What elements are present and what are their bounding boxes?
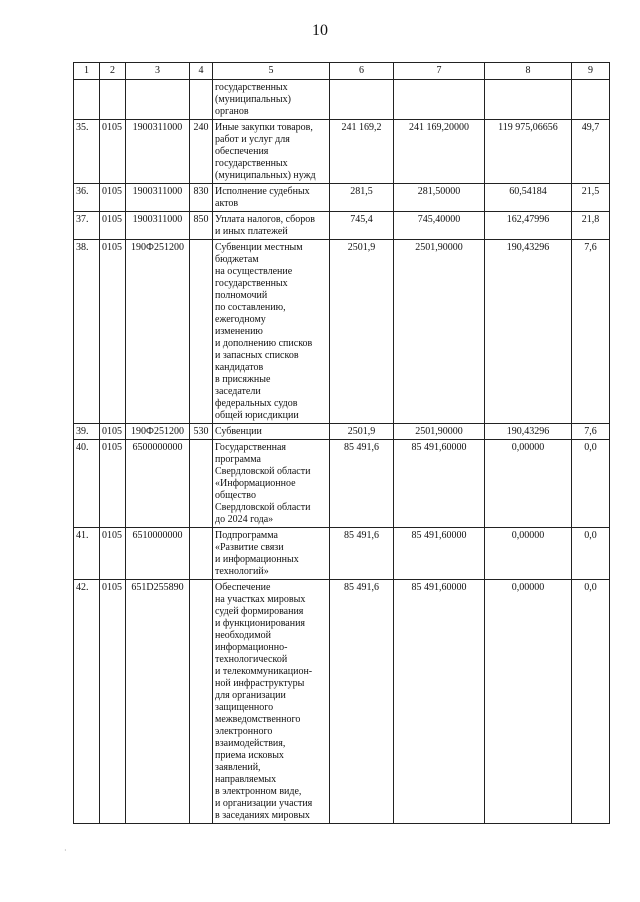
plan-value: 281,5: [330, 184, 394, 212]
plan-value-full: 2501,90000: [394, 240, 485, 424]
item-name-line: (муниципальных): [215, 94, 291, 105]
executed-value: 60,54184: [485, 184, 572, 212]
item-name: [213, 424, 330, 440]
item-name-line: государственных: [215, 82, 288, 93]
item-name-line: «Информационное: [215, 478, 296, 489]
plan-value: 85 491,6: [330, 580, 394, 824]
percent-value: [572, 80, 610, 120]
margin-mark: ·: [64, 846, 67, 855]
item-name-line: «Развитие связи: [215, 542, 284, 553]
item-name-line: ежегодному: [215, 314, 266, 325]
item-name-line: технологической: [215, 654, 288, 665]
table-row: [74, 184, 610, 212]
item-name: [213, 120, 330, 184]
item-name: [213, 240, 330, 424]
row-number: 37.: [74, 212, 100, 240]
item-name-line: работ и услуг для: [215, 134, 290, 145]
item-name-line: кандидатов: [215, 362, 264, 373]
target-code: 6510000000: [126, 528, 190, 580]
item-name-line: направляемых: [215, 774, 277, 785]
expense-type: 530: [190, 424, 213, 440]
table-row: [74, 424, 610, 440]
table-row: [74, 240, 610, 424]
item-name-line: и иных платежей: [215, 226, 288, 237]
row-number: 42.: [74, 580, 100, 824]
executed-value: 119 975,06656: [485, 120, 572, 184]
plan-value-full: 241 169,20000: [394, 120, 485, 184]
item-name-line: обеспечения: [215, 146, 269, 157]
item-name-line: по составлению,: [215, 302, 286, 313]
item-name-line: в электронном виде,: [215, 786, 302, 797]
item-name-line: федеральных судов: [215, 398, 298, 409]
item-name-line: бюджетам: [215, 254, 259, 265]
item-name-line: Свердловской области: [215, 502, 311, 513]
row-number: 39.: [74, 424, 100, 440]
table-row: [74, 440, 610, 528]
executed-value: 0,00000: [485, 528, 572, 580]
item-name-line: в присяжные: [215, 374, 271, 385]
row-number: 40.: [74, 440, 100, 528]
header-cell: 3: [126, 63, 190, 80]
expense-type: [190, 528, 213, 580]
plan-value: 2501,9: [330, 240, 394, 424]
expense-type: 830: [190, 184, 213, 212]
section-code: 0105: [100, 424, 126, 440]
item-name-line: до 2024 года»: [215, 514, 274, 525]
plan-value-full: [394, 80, 485, 120]
table-header-row: [74, 63, 610, 80]
header-cell: 8: [485, 63, 572, 80]
expense-type: [190, 440, 213, 528]
item-name-line: в заседаниях мировых: [215, 810, 310, 821]
plan-value-full: 85 491,60000: [394, 440, 485, 528]
item-name: [213, 212, 330, 240]
item-name: [213, 580, 330, 824]
plan-value-full: 85 491,60000: [394, 528, 485, 580]
plan-value: 745,4: [330, 212, 394, 240]
expense-type: [190, 80, 213, 120]
section-code: 0105: [100, 580, 126, 824]
table-row: [74, 212, 610, 240]
executed-value: 0,00000: [485, 580, 572, 824]
target-code: 190Ф251200: [126, 240, 190, 424]
header-cell: 4: [190, 63, 213, 80]
item-name-line: полномочий: [215, 290, 268, 301]
item-name: [213, 80, 330, 120]
budget-table: [73, 62, 610, 824]
row-number: 41.: [74, 528, 100, 580]
plan-value-full: 2501,90000: [394, 424, 485, 440]
item-name-line: технологий»: [215, 566, 269, 577]
percent-value: 0,0: [572, 528, 610, 580]
section-code: 0105: [100, 212, 126, 240]
item-name-line: Субвенции: [215, 426, 262, 437]
item-name-line: электронного: [215, 726, 273, 737]
item-name-line: Обеспечение: [215, 582, 271, 593]
header-cell: 2: [100, 63, 126, 80]
item-name-line: государственных: [215, 278, 288, 289]
item-name-line: информационно-: [215, 642, 288, 653]
header-cell: 9: [572, 63, 610, 80]
executed-value: 190,43296: [485, 424, 572, 440]
executed-value: 162,47996: [485, 212, 572, 240]
item-name-line: органов: [215, 106, 249, 117]
plan-value: 241 169,2: [330, 120, 394, 184]
row-number: 36.: [74, 184, 100, 212]
section-code: 0105: [100, 120, 126, 184]
table-row: [74, 580, 610, 824]
header-cell: 1: [74, 63, 100, 80]
item-name-line: Исполнение судебных: [215, 186, 310, 197]
percent-value: 7,6: [572, 424, 610, 440]
item-name-line: заседатели: [215, 386, 261, 397]
section-code: 0105: [100, 184, 126, 212]
header-cell: 6: [330, 63, 394, 80]
plan-value: 2501,9: [330, 424, 394, 440]
item-name-line: необходимой: [215, 630, 271, 641]
percent-value: 7,6: [572, 240, 610, 424]
plan-value: 85 491,6: [330, 528, 394, 580]
header-cell: 5: [213, 63, 330, 80]
percent-value: 0,0: [572, 580, 610, 824]
item-name-line: межведомственного: [215, 714, 301, 725]
item-name-line: общей юрисдикции: [215, 410, 299, 421]
target-code: 651D255890: [126, 580, 190, 824]
row-number: 35.: [74, 120, 100, 184]
item-name-line: ной инфраструктуры: [215, 678, 305, 689]
item-name-line: для организации: [215, 690, 286, 701]
section-code: 0105: [100, 240, 126, 424]
table-row: [74, 80, 610, 120]
target-code: 190Ф251200: [126, 424, 190, 440]
target-code: 1900311000: [126, 212, 190, 240]
item-name-line: взаимодействия,: [215, 738, 286, 749]
item-name-line: Уплата налогов, сборов: [215, 214, 315, 225]
percent-value: 21,5: [572, 184, 610, 212]
header-cell: 7: [394, 63, 485, 80]
item-name-line: Свердловской области: [215, 466, 311, 477]
item-name-line: Иные закупки товаров,: [215, 122, 313, 133]
item-name-line: и функционирования: [215, 618, 306, 629]
target-code: 6500000000: [126, 440, 190, 528]
item-name-line: изменению: [215, 326, 263, 337]
plan-value-full: 281,50000: [394, 184, 485, 212]
section-code: 0105: [100, 440, 126, 528]
item-name-line: приема исковых: [215, 750, 284, 761]
item-name-line: и телекоммуникацион-: [215, 666, 313, 677]
plan-value: [330, 80, 394, 120]
target-code: 1900311000: [126, 120, 190, 184]
item-name: [213, 528, 330, 580]
row-number: [74, 80, 100, 120]
item-name-line: Подпрограмма: [215, 530, 278, 541]
executed-value: [485, 80, 572, 120]
page-number: 10: [312, 22, 328, 39]
executed-value: 0,00000: [485, 440, 572, 528]
target-code: [126, 80, 190, 120]
item-name-line: актов: [215, 198, 239, 209]
item-name-line: программа: [215, 454, 261, 465]
item-name-line: Государственная: [215, 442, 287, 453]
percent-value: 21,8: [572, 212, 610, 240]
plan-value: 85 491,6: [330, 440, 394, 528]
section-code: 0105: [100, 528, 126, 580]
item-name-line: защищенного: [215, 702, 274, 713]
item-name-line: Субвенции местным: [215, 242, 303, 253]
expense-type: [190, 580, 213, 824]
item-name-line: и организации участия: [215, 798, 313, 809]
executed-value: 190,43296: [485, 240, 572, 424]
item-name: [213, 440, 330, 528]
item-name-line: судей формирования: [215, 606, 304, 617]
item-name-line: и дополнению списков: [215, 338, 313, 349]
item-name-line: заявлений,: [215, 762, 261, 773]
percent-value: 0,0: [572, 440, 610, 528]
plan-value-full: 85 491,60000: [394, 580, 485, 824]
item-name-line: общество: [215, 490, 256, 501]
item-name-line: на осуществление: [215, 266, 293, 277]
table-row: [74, 528, 610, 580]
row-number: 38.: [74, 240, 100, 424]
expense-type: 850: [190, 212, 213, 240]
plan-value-full: 745,40000: [394, 212, 485, 240]
expense-type: [190, 240, 213, 424]
section-code: [100, 80, 126, 120]
item-name-line: и информационных: [215, 554, 299, 565]
item-name-line: государственных: [215, 158, 288, 169]
item-name-line: (муниципальных) нужд: [215, 170, 316, 181]
item-name-line: на участках мировых: [215, 594, 306, 605]
table-body: [74, 63, 610, 824]
expense-type: 240: [190, 120, 213, 184]
item-name: [213, 184, 330, 212]
target-code: 1900311000: [126, 184, 190, 212]
item-name-line: и запасных списков: [215, 350, 299, 361]
table-row: [74, 120, 610, 184]
percent-value: 49,7: [572, 120, 610, 184]
